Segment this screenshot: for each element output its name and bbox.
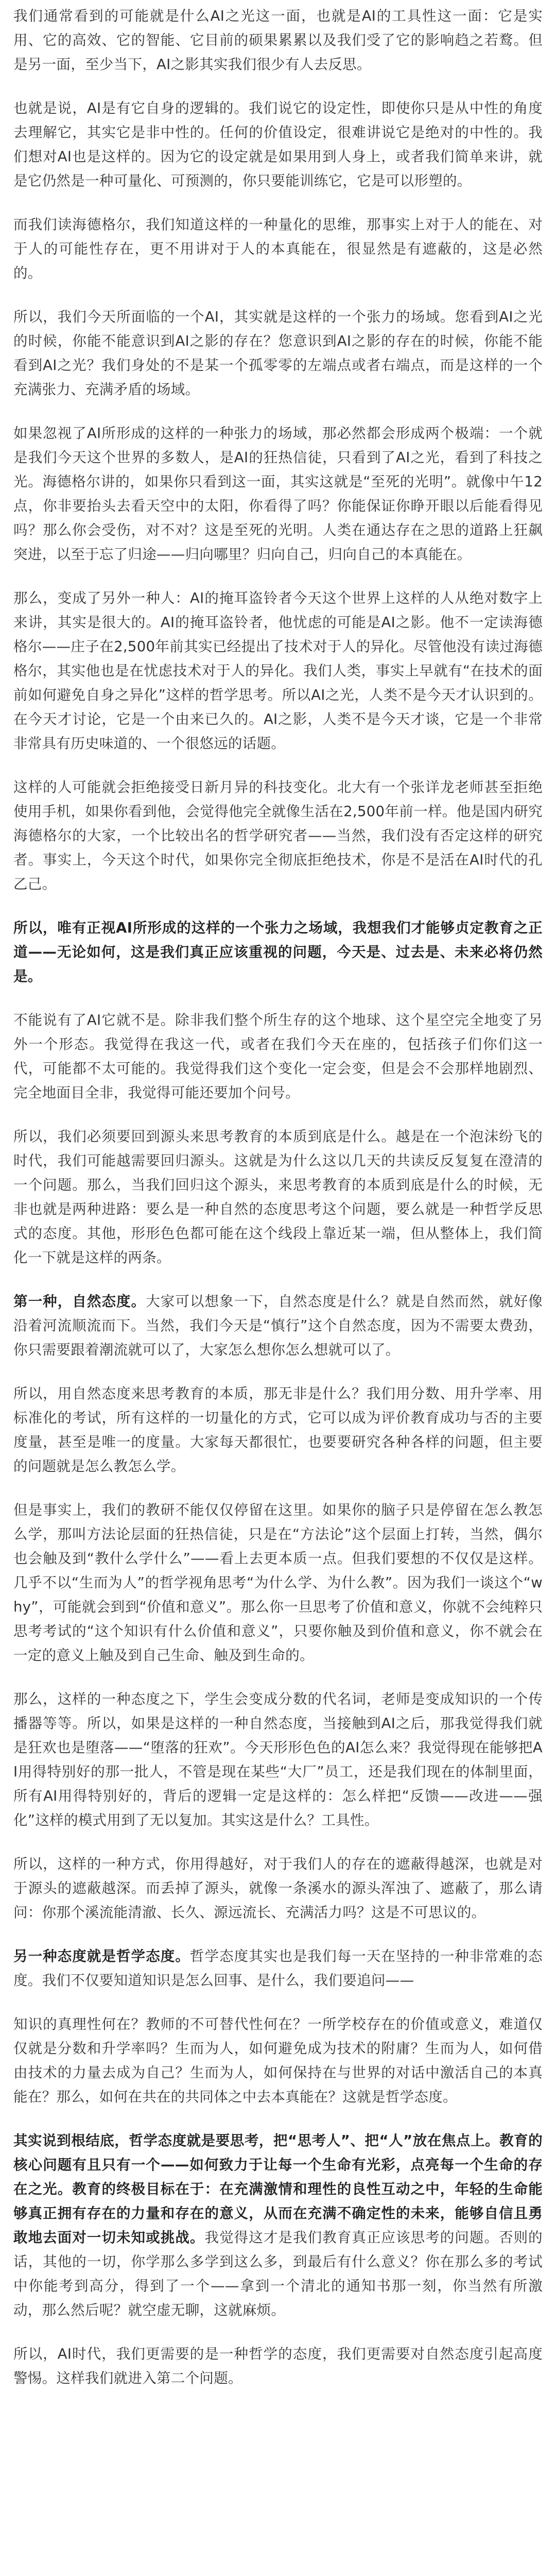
philosophical-attitude-heading: 另一种态度就是哲学态度。 <box>13 1948 190 1964</box>
paragraph-refuse-technology: 这样的人可能就会拒绝接受日新月异的科技变化。北大有一个张详龙老师甚至拒绝使用手机，如果你看到他，会觉得他完全就像生活在2,500年前一样。他是国内研究海德格尔的大家，一个比较出名的哲学研究者——当然，我们没有否定这样的研究者。事实上，今天这个时代，如果你完全彻底拒绝技术，你是不是活在AI时代的孔乙己。 <box>13 779 543 892</box>
paragraph-teaching-research: 但是事实上，我们的教研不能仅仅停留在这里。如果你的脑子只是停留在怎么教怎么学，那叫方法论层面的狂热信徒，只是在“方法论”这个层面上打转，当然，偶尔也会触及到“教什么学什么”——看上去更本质一点。但我们要想的不仅仅是这样。几乎不以“生而为人”的哲学视角思考“为什么学、为什么教”。因为我们一谈这个“why”，可能就会到到“价值和意义”。那么你一旦思考了价值和意义，你就不会纯粹只思考考试的“这个知识有什么价值和意义”，只要你触及到价值和意义，你不就会在一定的意义上触及到自己生命、触及到生命的。 <box>13 1502 543 1664</box>
paragraph-world-change: 不能说有了AI它就不是。除非我们整个所生存的这个地球、这个星空完全地变了另外一个形态。我觉得在我这一代，或者在我们今天在座的，包括孩子们你们这一代，可能都不太可能的。我觉得我们这个变化一定会变，但是会不会那样地剧烈、完全地面目全非，我觉得可能还要加个问号。 <box>13 1012 543 1101</box>
natural-attitude-heading: 第一种，自然态度。 <box>13 1293 146 1310</box>
paragraph-quantified-evaluation: 所以，用自然态度来思考教育的本质，那无非是什么？我们用分数、用升学率、用标准化的考试，所有这样的一切量化的方式，它可以成为评价教育成功与否的主要度量，甚至是唯一的度量。大家每天都很忙，也要要研究各种各样的问题，但主要的问题就是怎么教怎么学。 <box>13 1385 543 1475</box>
paragraph-degenerate-carnival: 那么，这样的一种态度之下，学生会变成分数的代名词，老师是变成知识的一个传播器等等。所以，如果是这样的一种自然态度，当接触到AI之后，那我觉得我们就是狂欢也是堕落——“堕落的狂欢”。今天形形色色的AI怎么来？我觉得现在能够把AI用得特别好的那一批人，不管是现在某些“大厂”员工，还是我们现在的体制里面，所有AI用得特别好的，背后的逻辑一定是这样的：怎么样把“反馈——改进——强化”这样的模式用到了无以复加。其实这是什么？工具性。 <box>13 1691 543 1828</box>
core-of-education-tail: 我觉得这才是我们教育真正应该思考的问题。否则的话，其他的一切，你学那么多学到这么多，到最后有什么意义？你在那么多的考试中你能考到高分，得到了一个——拿到一个清北的通知书那一刻，你当然有所激动，那么然后呢？就空虚无聊，这就麻烦。 <box>13 2229 543 2318</box>
paragraph-natural-attitude <box>13 1290 543 1362</box>
paragraph-ai-light-shadow: 我们通常看到的可能就是什么AI之光这一面，也就是AI的工具性这一面：它是实用、它的高效、它的智能、它目前的硕果累累以及我们受了它的影响趋之若鹜。但是另一面，至少当下，AI之影其实我们很少有人去反思。 <box>13 8 543 73</box>
paragraph-tension-field: 所以，我们今天所面临的一个AI，其实就是这样的一个张力的场域。您看到AI之光的时候，你能不能意识到AI之影的存在？您意识到AI之影的存在的时候，你能不能看到AI之光？我们身处的不是某一个孤零零的左端点或者右端点，而是这样的一个充满张力、充满矛盾的场域。 <box>13 309 543 398</box>
paragraph-heidegger-quantification: 而我们读海德格尔，我们知道这样的一种量化的思维，那事实上对于人的能在、对于人的可能性存在，更不用讲对于人的本真能在，很显然是有遮蔽的，这是必然的。 <box>13 216 543 281</box>
core-of-education-bold: 其实说到根结底，哲学态度就是要思考，把“思考人”、把“人”放在焦点上。教育的核心问题有且只有一个——如何致力于让每一个生命有光彩，点亮每一个生命的存在之光。教育的终极目标在于：在充满激情和理性的良性互动之中，年轻的生命能够真正拥有存在的力量和存在的意义，从而在充满不确定性的未来，能够自信且勇敢地去面对一切未知或挑战。 <box>13 2132 543 2246</box>
paragraph-ai-era-conclusion: 所以，AI时代，我们更需要的是一种哲学的态度，我们更需要对自然态度引起高度警惕。这样我们就进入第二个问题。 <box>13 2346 543 2386</box>
paragraph-philosophical-attitude <box>13 1944 543 1993</box>
paragraph-two-extremes: 如果忽视了AI所形成的这样的一种张力的场域，那必然都会形成两个极端：一个就是我们今天这个世界的多数人，是AI的狂热信徒，只看到了AI之光，看到了科技之光。海德格尔讲的，如果你只看到这一面，其实这就是“至死的光明”。就像中午12点，你非要抬头去看天空中的太阳，你看得了吗？你能保证你睁开眼以后能看得见吗？那么你会受伤，对不对？这是至死的光明。人类在通达存在之思的道路上狂飙突进，以至于忘了归途——归向哪里？归向自己，归向自己的本真能在。 <box>13 425 543 563</box>
paragraph-source-obscured: 所以，这样的一种方式，你用得越好，对于我们人的存在的遮蔽得越深，也就是对于源头的遮蔽越深。而丢掉了源头，就像一条溪水的源头浑浊了、遮蔽了，那么请问：你那个溪流能清澈、长久、源远流长、充满活力吗？这是不可思议的。 <box>13 1856 543 1921</box>
paragraph-core-of-education <box>13 2129 543 2323</box>
paragraph-ai-deniers: 那么，变成了另外一种人：AI的掩耳盗铃者今天这个世界上这样的人从绝对数字上来讲，其实是很大的。AI的掩耳盗铃者，他忧虑的可能是AI之影。他不一定读海德格尔——庄子在2,500年前其实已经提出了技术对于人的异化。尽管他没有读过海德格尔，其实他也是在忧虑技术对于人的异化。我们人类，事实上早就有“在技术的面前如何避免自身之异化”这样的哲学思考。所以AI之光，人类不是今天才认识到的。在今天才讨论，它是一个由来已久的。AI之影，人类不是今天才谈，它是一个非常非常具有历史味道的、一个很悠远的话题。 <box>13 590 543 752</box>
philosophical-attitude-text: 哲学态度其实也是我们每一天在坚持的一种非常难的态度。我们不仅要知道知识是怎么回事、是什么，我们要追问—— <box>13 1948 543 1989</box>
paragraph-education-right-path: 所以，唯有正视AI所形成的这样的一个张力之场域，我想我们才能够贞定教育之正道——无论如何，这是我们真正应该重视的问题，今天是、过去是、未来必将仍然是。 <box>13 920 543 985</box>
natural-attitude-text: 大家可以想象一下，自然态度是什么？就是自然而然，就好像沿着河流顺流而下。当然，我们今天是“慎行”这个自然态度，因为不需要太费劲，你只需要跟着潮流就可以了，大家怎么想你怎么想就可以了。 <box>13 1293 543 1358</box>
paragraph-ai-logic: 也就是说，AI是有它自身的逻辑的。我们说它的设定性，即使你只是从中性的角度去理解它，其实它是非中性的。任何的价值设定，很难讲说它是绝对的中性的。我们想对AI也是这样的。因为它的设定就是如果用到人身上，或者我们简单来讲，就是它仍然是一种可量化、可预测的，你只要能训练它，它是可以形塑的。 <box>13 100 543 189</box>
paragraph-philosophical-questions: 知识的真理性何在？教师的不可替代性何在？一所学校存在的价值或意义，难道仅仅就是分数和升学率吗？生而为人，如何避免成为技术的附庸？生而为人，如何借由技术的力量去成为自己？生而为人，如何保持在与世界的对话中激活自己的本真能在？那么，如何在共在的共同体之中去本真能在？这就是哲学态度。 <box>13 2016 543 2105</box>
paragraph-return-to-source: 所以，我们必须要回到源头来思考教育的本质到底是什么。越是在一个泡沫纷飞的时代，我们可能越需要回归源头。这就是为什么这以几天的共读反反复复在澄清的一个问题。那么，当我们回归这个源头，来思考教育的本质到底是什么的时候，无非也就是两种进路：要么是一种自然的态度思考这个问题，要么就是一种哲学反思式的态度。其他，形形色色都可能在这个线段上靠近某一端，但从整体上，我们简化一下就是这样的两条。 <box>13 1128 543 1266</box>
